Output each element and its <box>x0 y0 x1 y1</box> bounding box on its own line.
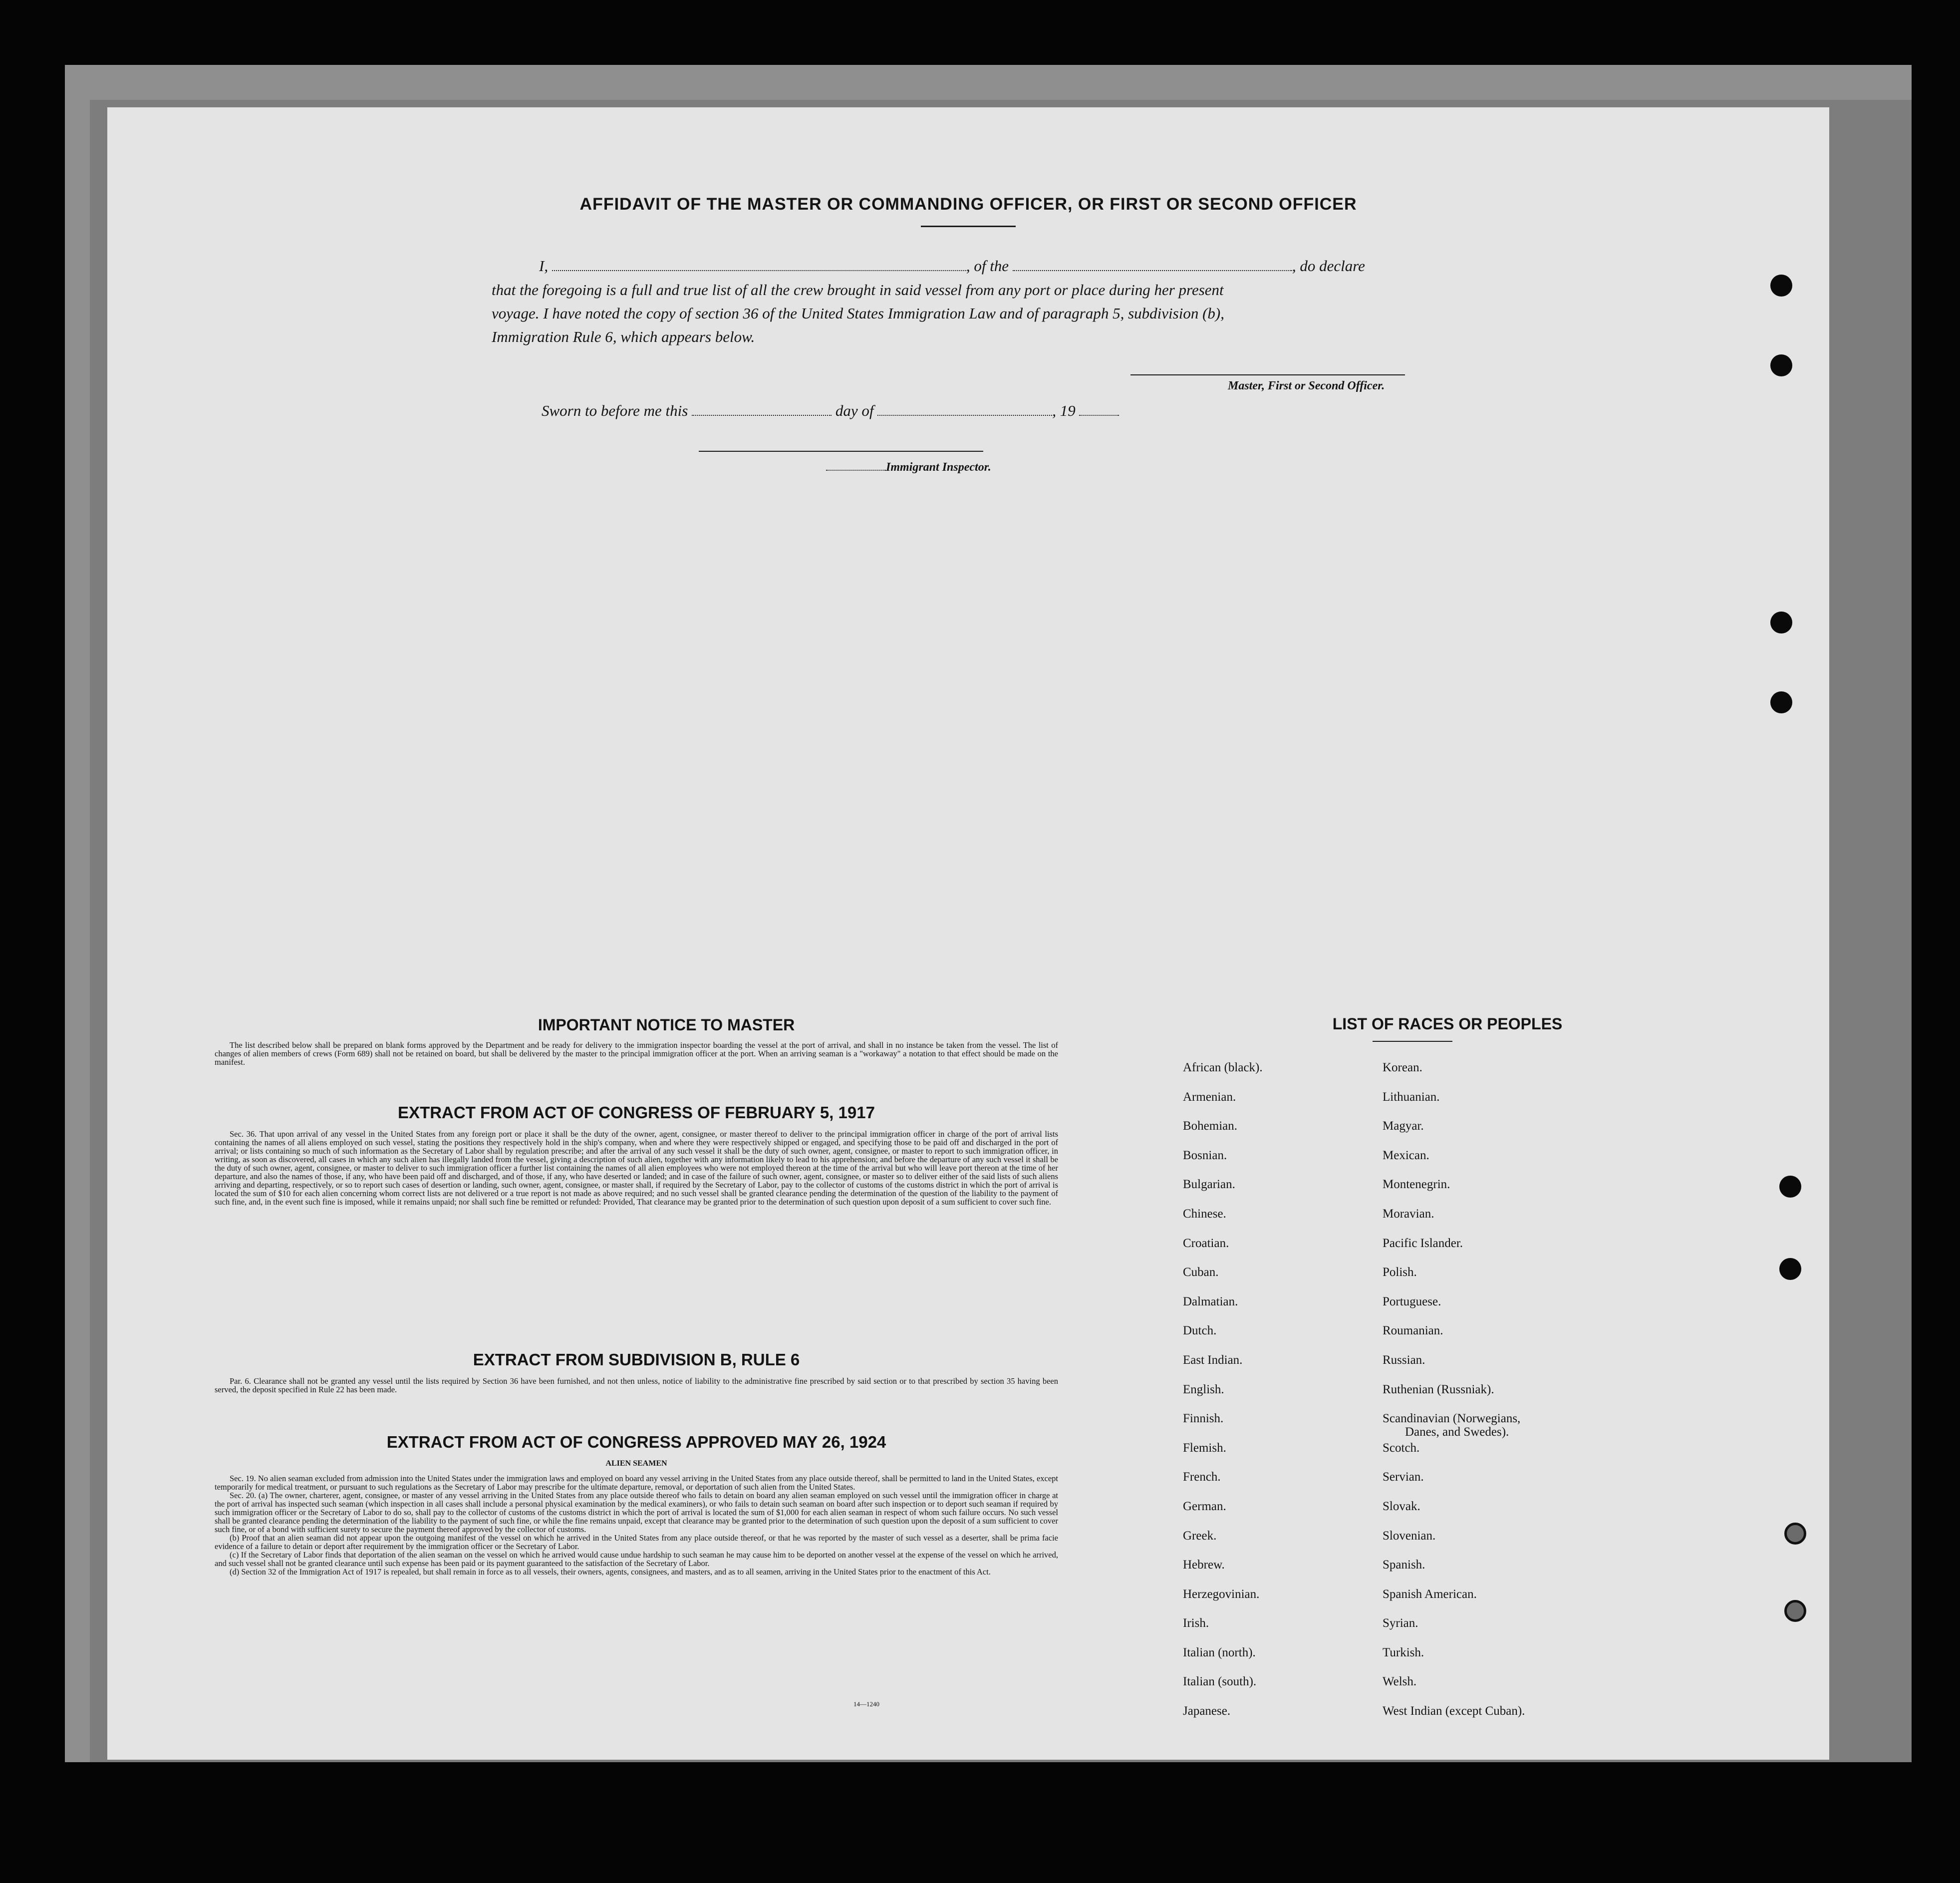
races-divider <box>1373 1041 1452 1042</box>
notice-text: The list described below shall be prepared on blank forms approved by the Department and be ready for delivery to the immigration inspector boarding the vessel at the port of arrival, and shall in no instance be taken from the vessel. The list of changes of alien members of crews (Form 689) shall not be retained on board, but shall be delivered by the master to the principal immigration officer at the port. When an arriving seaman is a "workaway" a notation to that effect should be made on the manifest. <box>215 1040 1058 1067</box>
affidavit-line-3: voyage. I have noted the copy of section 36 of the United States Immigration Law and of paragraph 5, subdivision (b), <box>492 305 1224 322</box>
punch-hole <box>1770 612 1792 633</box>
race-item: Bulgarian. <box>1183 1178 1235 1192</box>
race-item: Croatian. <box>1183 1236 1229 1250</box>
race-item: Mexican. <box>1383 1148 1429 1162</box>
extract-rule6-text: Par. 6. Clearance shall not be granted any vessel until the lists required by Section 36 have been furnished, and not then unless, notice of liability to the administrative fine prescribed by said section or to that prescribed by section 35 having been served, the deposit specified in Rule 22 has been made. <box>215 1376 1058 1394</box>
race-item: Chinese. <box>1183 1207 1226 1221</box>
race-item: Dalmatian. <box>1183 1294 1238 1308</box>
race-item: Bosnian. <box>1183 1148 1227 1162</box>
races-column-2 <box>1383 1061 1525 1734</box>
sworn-year-blank <box>1079 415 1119 416</box>
punch-hole <box>1770 354 1792 376</box>
punch-hole <box>1779 1176 1801 1198</box>
race-item: Korean. <box>1383 1061 1422 1074</box>
race-item: Italian (south). <box>1183 1675 1257 1689</box>
race-item: Syrian. <box>1383 1616 1418 1630</box>
race-item: German. <box>1183 1499 1226 1513</box>
vessel-blank <box>1013 270 1292 271</box>
punch-hole <box>1784 1523 1806 1545</box>
form-number: 14—1240 <box>853 1700 879 1708</box>
race-item: French. <box>1183 1470 1221 1484</box>
race-item: Magyar. <box>1383 1119 1424 1133</box>
extract-1917-text: Sec. 36. That upon arrival of any vessel in the United States from any foreign port or place it shall be the duty of the owner, agent, consignee, or master thereof to deliver to the principal immigration officer in charge of the port of arrival lists containing the names of all aliens employed on such vessel, stating the positions they respectively hold in the ship's company, when and where they were respectively shipped or engaged, and specifying those to be paid off and discharged in the port of arrival; or lists containing so much of such information as the Secretary of Labor shall by regulation prescribe; and after the arrival of any such vessel it shall be the duty of such owner, agent, consignee, or master to report to such immigration officer, in writing, as soon as discovered, all cases in which any such alien has illegally landed from the vessel, giving a description of such alien, together with any information likely to lead to his apprehension; and before the departure of any such vessel it shall be the duty of such owner, agent, consignee, or master to deliver to such immigration officer a further list containing the names of all alien employees who were not employed thereon at the time of the arrival but who will leave port thereon at the time of her departure, and also the names of those, if any, who have been paid off and discharged, and of those, if any, who have deserted or landed; and in case of the failure of such owner, agent, consignee, or master so to deliver either of the said lists of such aliens arriving and departing, respectively, or so to report such cases of desertion or landing, such owner, agent, consignee, or master shall, if required by the Secretary of Labor, pay to the collector of customs of the customs district in which the port of arrival is located the sum of $10 for each alien concerning whom correct lists are not delivered or a true report is not made as above required; and no such vessel shall be granted clearance pending the determination of the question of the liability to the payment of such fine, and, in the event such fine is imposed, while it remains unpaid; nor shall such fine be remitted or refunded: Provided, That clearance may be granted prior to the determination of such question upon deposit of a sum sufficient to cover such fine. <box>215 1129 1058 1207</box>
punch-hole <box>1784 1600 1806 1622</box>
affidavit-line-2: that the foregoing is a full and true list of all the crew brought in said vessel from any port or place during her present <box>492 281 1224 299</box>
race-item: Welsh. <box>1383 1675 1417 1689</box>
race-item: Montenegrin. <box>1383 1178 1450 1192</box>
races-column-1 <box>1183 1061 1263 1734</box>
title-divider <box>921 226 1016 227</box>
race-item-continuation: Danes, and Swedes). <box>1405 1425 1509 1439</box>
inspector-caption: Immigrant Inspector. <box>826 461 991 474</box>
race-item: Turkish. <box>1383 1645 1424 1659</box>
race-item: Moravian. <box>1383 1207 1434 1221</box>
race-item: Lithuanian. <box>1383 1090 1440 1104</box>
race-item: Italian (north). <box>1183 1645 1256 1659</box>
race-item: Russian. <box>1383 1353 1425 1367</box>
race-item: Spanish American. <box>1383 1587 1477 1601</box>
inspector-blank <box>826 470 886 471</box>
race-item: Slovak. <box>1383 1499 1420 1513</box>
signature-line <box>1130 374 1405 375</box>
race-item: Flemish. <box>1183 1441 1226 1455</box>
race-item: Herzegovinian. <box>1183 1587 1260 1601</box>
race-item: Bohemian. <box>1183 1119 1238 1133</box>
race-item: West Indian (except Cuban). <box>1383 1704 1525 1718</box>
race-item: English. <box>1183 1382 1224 1396</box>
race-item: East Indian. <box>1183 1353 1243 1367</box>
race-item: Portuguese. <box>1383 1294 1441 1308</box>
race-item: Roumanian. <box>1383 1324 1443 1338</box>
punch-hole <box>1779 1258 1801 1280</box>
extract-1924-text: Sec. 19. No alien seaman excluded from admission into the United States under the immigration laws and employed on board any vessel arriving in the United States from any place outside thereof, shall be permitted to land in the United States, except temporarily for medical treatment, or pursuant to such regulations as the Secretary of Labor may prescribe for the ultimate departure, removal, or deportation of such alien from the United States. Sec. 20. (a) The owner, charterer, agent, consignee, or master of any vessel arriving in the United States from any place outside thereof who fails to detain on board any alien seaman employed on such vessel until the immigration officer in charge at the port of arrival has inspected such seaman (which inspection in all cases shall include a personal physical examination by the medical examiners), or who fails to detain such seaman on board after such inspection or to deport such seaman if required by such immigration officer or the Secretary of Labor to do so, shall pay to the collector of customs of the customs district in which the port of arrival is located the sum of $1,000 for each alien seaman in respect of whom such failure occurs. No such vessel shall be granted clearance pending the determination of the liability to the payment of such fine, or while the fine remains unpaid, except that clearance may be granted prior to the determination of such question upon the deposit of a sum sufficient to cover such fine, or of a bond with sufficient surety to secure the payment thereof approved by the collector of customs. (b) Proof that an alien seaman did not appear upon the outgoing manifest of the vessel on which he arrived in the United States from any place outside thereof, or that he was reported by the master of such vessel as a deserter, shall be prima facie evidence of a failure to detain or deport after requirement by the immigration officer or the Secretary of Labor. (c) If the Secretary of Labor finds that deportation of the alien seaman on the vessel on which he arrived would cause undue hardship to such seaman he may cause him to be deported on another vessel at the expense of the vessel on which he arrived, and such vessel shall not be granted clearance until such expense has been paid or its payment guaranteed to the satisfaction of the Secretary of Labor. (d) Section 32 of the Immigration Act of 1917 is repealed, but shall remain in force as to all vessels, their owners, agents, consignees, and masters, and as to all seamen, arriving in the United States prior to the enactment of this Act. <box>215 1474 1058 1576</box>
sworn-line: Sworn to before me this day of , 19 <box>542 402 1119 420</box>
name-blank <box>552 270 966 271</box>
inspector-signature-line <box>699 451 983 452</box>
race-item: Greek. <box>1183 1529 1217 1543</box>
punch-hole <box>1770 691 1792 713</box>
manifest-page <box>107 107 1829 1760</box>
sworn-day-blank <box>692 415 832 416</box>
race-item: African (black). <box>1183 1061 1263 1074</box>
notice-title: IMPORTANT NOTICE TO MASTER <box>538 1016 795 1034</box>
race-item: Hebrew. <box>1183 1558 1225 1572</box>
race-item: Finnish. <box>1183 1412 1224 1426</box>
affidavit-title: AFFIDAVIT OF THE MASTER OR COMMANDING OFFICER, OR FIRST OR SECOND OFFICER <box>579 195 1357 214</box>
extract-1917-title: EXTRACT FROM ACT OF CONGRESS OF FEBRUARY 5, 1917 <box>398 1103 875 1122</box>
race-item: Ruthenian (Russniak). <box>1383 1382 1494 1396</box>
race-item: Scandinavian (Norwegians, Danes, and Swedes). <box>1383 1412 1521 1439</box>
race-item: Pacific Islander. <box>1383 1236 1463 1250</box>
race-item: Cuban. <box>1183 1265 1219 1279</box>
race-item: Polish. <box>1383 1265 1417 1279</box>
race-item: Slovenian. <box>1383 1529 1436 1543</box>
signature-caption: Master, First or Second Officer. <box>1228 379 1385 392</box>
race-item: Scotch. <box>1383 1441 1420 1455</box>
race-item: Servian. <box>1383 1470 1424 1484</box>
extract-rule6-title: EXTRACT FROM SUBDIVISION B, RULE 6 <box>473 1350 800 1369</box>
race-item: Japanese. <box>1183 1704 1231 1718</box>
sworn-month-blank <box>877 415 1052 416</box>
race-item: Irish. <box>1183 1616 1209 1630</box>
race-item: Armenian. <box>1183 1090 1236 1104</box>
affidavit-line-4: Immigration Rule 6, which appears below. <box>492 328 755 345</box>
alien-seamen-subtitle: ALIEN SEAMEN <box>605 1459 667 1468</box>
affidavit-line-1: I, , of the , do declare <box>539 257 1365 275</box>
extract-1924-title: EXTRACT FROM ACT OF CONGRESS APPROVED MAY 26, 1924 <box>386 1433 886 1451</box>
races-title: LIST OF RACES OR PEOPLES <box>1332 1015 1563 1033</box>
race-item: Dutch. <box>1183 1324 1217 1338</box>
punch-hole <box>1770 275 1792 297</box>
race-item: Spanish. <box>1383 1558 1425 1572</box>
